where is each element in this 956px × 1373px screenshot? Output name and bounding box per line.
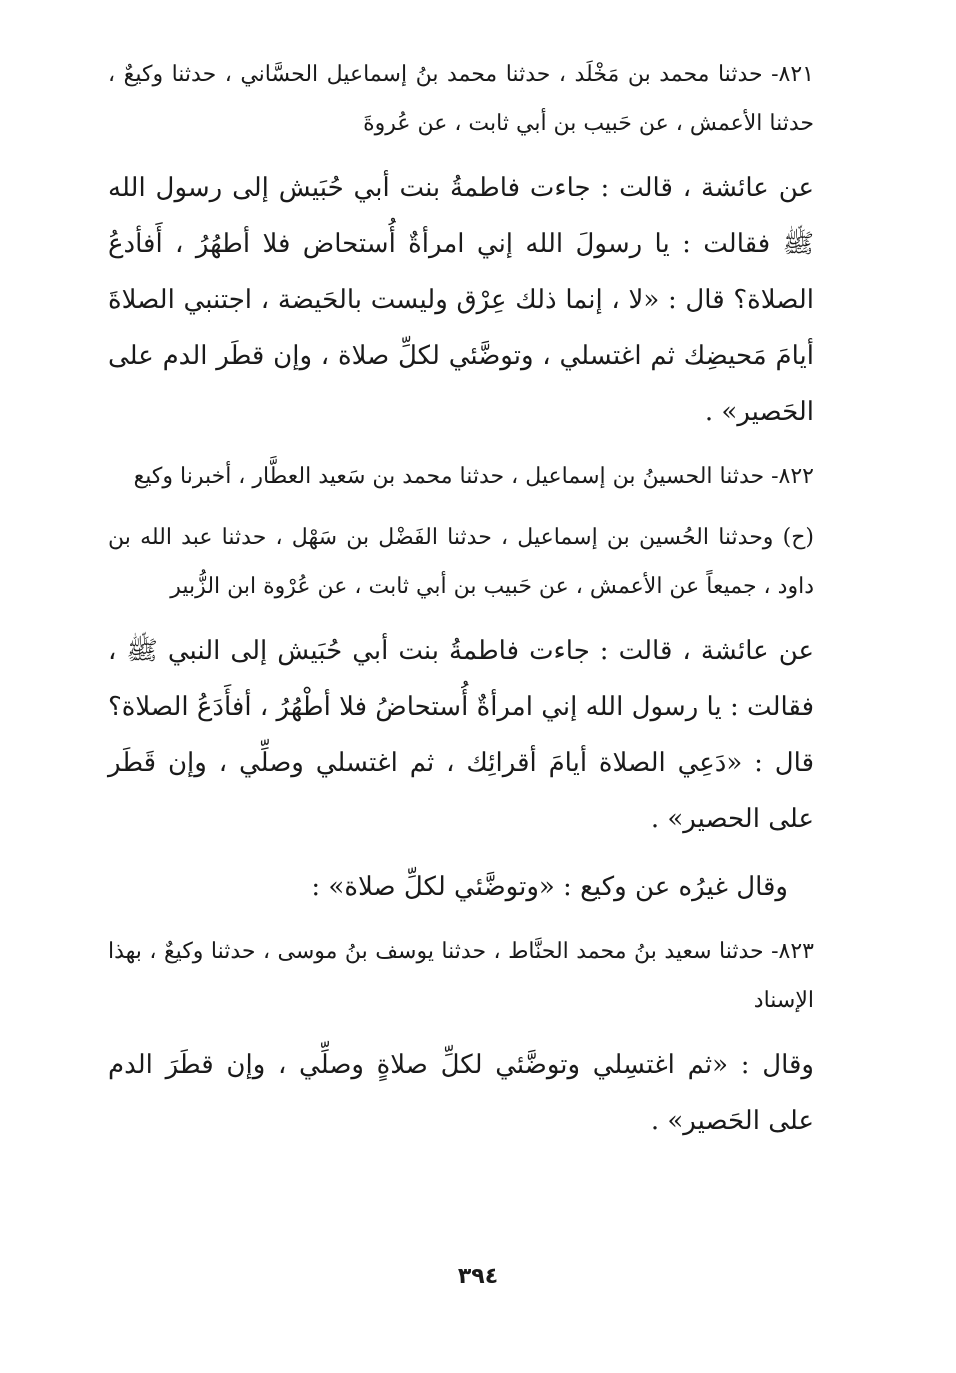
hadith-822-isnad: ٨٢٢- حدثنا الحسينُ بن إسماعيل ، حدثنا محمد بن سَعيد العطَّار ، أخبرنا وكيع: [133, 464, 814, 489]
hadith-822-variant-note: وقال غيرُه عن وكيع : «وتوضَّئي لكلِّ صلاة» :: [311, 872, 788, 902]
hadith-822-second-isnad: (ح) وحدثنا الحُسين بن إسماعيل ، حدثنا الفَضْل بن سَهْل ، حدثنا عبد الله بن داود ، جميعاً عن الأعمش ، عن حَبيب بن أبي ثابت ، عن عُرْوة ابن الزُّبير: [108, 525, 814, 599]
hadith-822-matn: عن عائشة ، قالت : جاءت فاطمةُ بنت أبي حُبَيش إلى النبي ﷺ ، فقالت : يا رسول الله إني امرأةٌ أُستحاضُ فلا أطْهُرُ ، أفأَدَعُ الصلاة؟ قال : «دَعِي الصلاة أيامَ أقرائِك ، ثم اغتسلي وصلِّي ، وإن قَطَر على الحصير» .: [108, 636, 814, 834]
book-page: [108, 50, 814, 1300]
hadith-821-isnad: ٨٢١- حدثنا محمد بن مَخْلَد ، حدثنا محمد بنُ إسماعيل الحسَّاني ، حدثنا وكيعٌ ، حدثنا الأعمش ، عن حَبيب بن أبي ثابت ، عن عُروةَ: [108, 62, 814, 136]
hadith-821-matn: عن عائشة ، قالت : جاءت فاطمةُ بنت أبي حُبَيش إلى رسول الله ﷺ فقالت : يا رسولَ الله إني امرأةٌ أُستحاض فلا أطهُرُ ، أَفأدعُ الصلاة؟ قال : «لا ، إنما ذلك عِرْق وليست بالحَيضة ، اجتنبي الصلاةَ أيامَ مَحيضِك ثم اغتسلي ، وتوضَّئي لكلِّ صلاة ، وإن قطَر الدم على الحَصير» .: [108, 173, 814, 427]
hadith-823-isnad: ٨٢٣- حدثنا سعيد بنُ محمد الحنَّاط ، حدثنا يوسف بنُ موسى ، حدثنا وكيعٌ ، بهذا الإسناد: [108, 939, 814, 1013]
hadith-823-matn: وقال : «ثم اغتسِلي وتوضَّئي لكلِّ صلاةٍ وصلِّي ، وإن قطَرَ الدم على الحَصير» .: [108, 1050, 814, 1136]
page-number: ٣٩٤: [457, 1264, 499, 1289]
